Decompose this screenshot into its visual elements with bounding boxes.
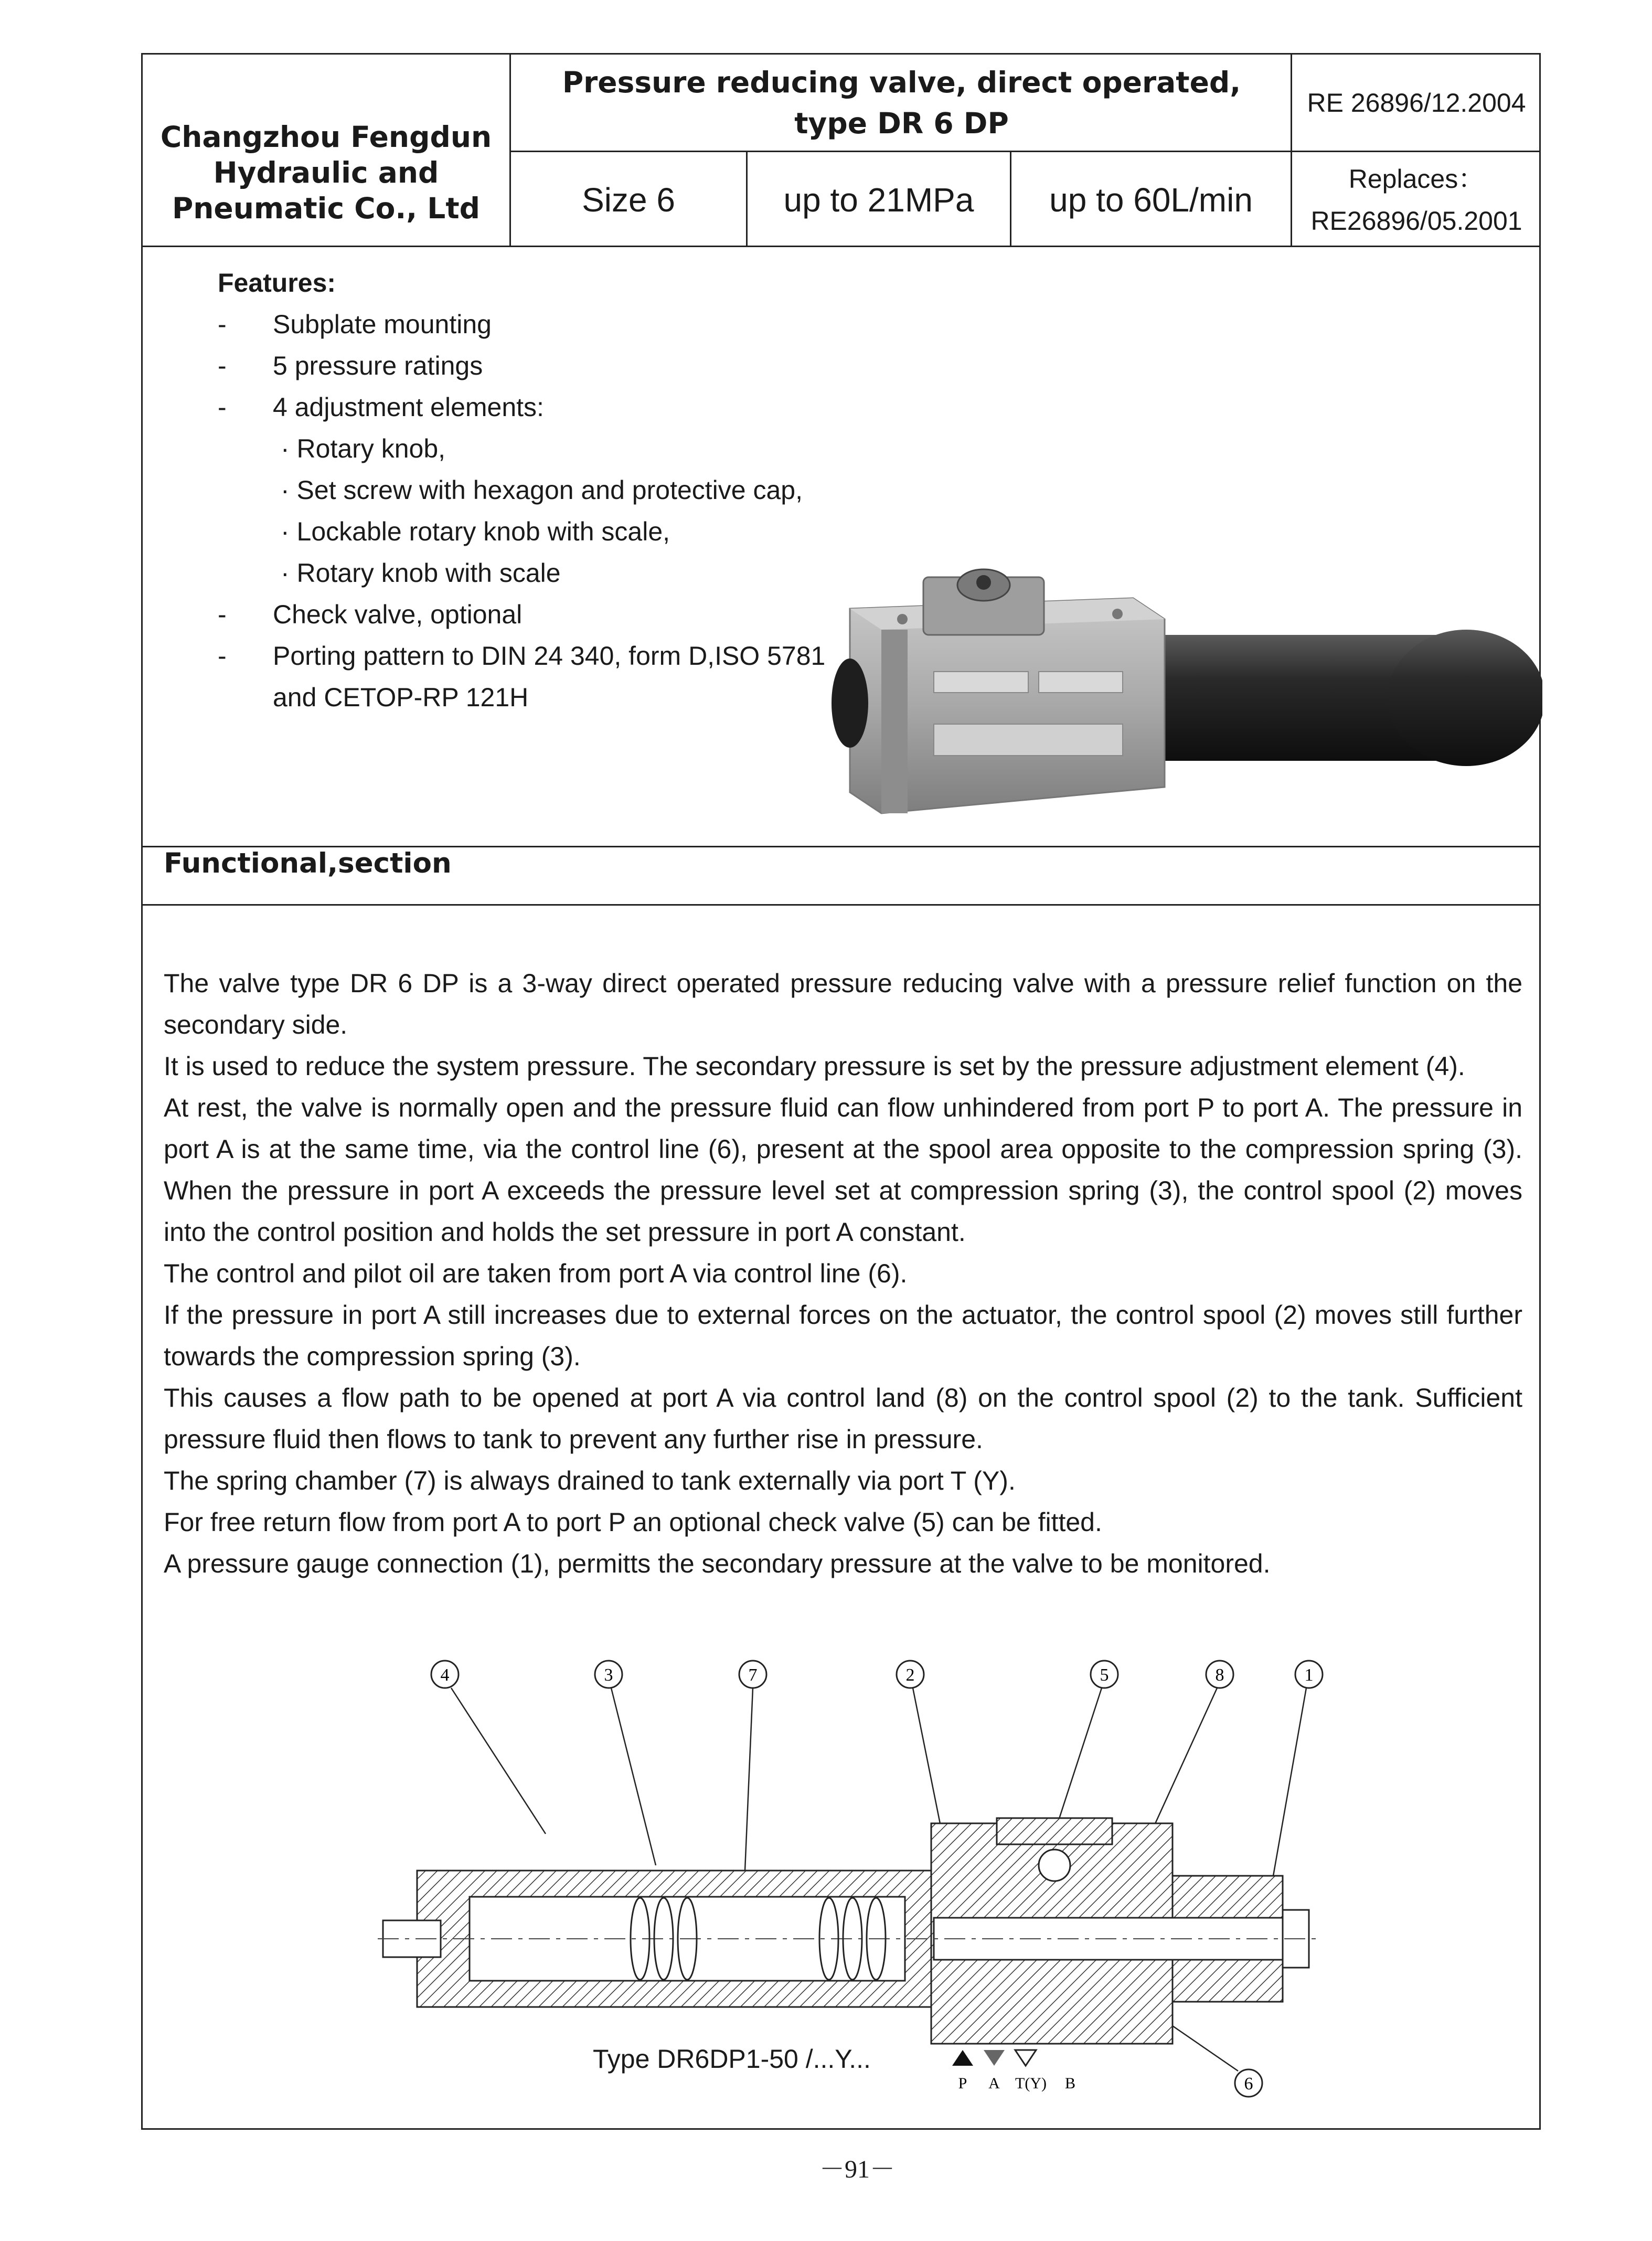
paragraph: The valve type DR 6 DP is a 3-way direct operated pressure reducing valve with a pressure relief function on the secondary side.	[164, 969, 1522, 1039]
title-line: Pressure reducing valve, direct operated,	[562, 65, 1241, 99]
port-p-icon	[952, 2050, 973, 2066]
callout-label: 4	[440, 1665, 450, 1685]
plug-hex	[976, 575, 991, 590]
list-item: - 5 pressure ratings	[218, 351, 483, 380]
port-symbols	[952, 2050, 1075, 2092]
port-t-icon	[1015, 2050, 1036, 2066]
company-line: Changzhou Fengdun	[160, 120, 492, 154]
list-item: - Subplate mounting	[218, 310, 492, 339]
list-subitem: · Set screw with hexagon and protective cap,	[281, 475, 803, 505]
port-label: B	[1064, 2075, 1076, 2092]
valve-side-face	[881, 630, 908, 813]
list-item: - Check valve, optional	[218, 600, 523, 629]
check-ball	[1039, 1850, 1070, 1881]
end-cap	[832, 659, 868, 748]
features-heading: Features:	[218, 268, 336, 298]
paragraph: The control and pilot oil are taken from port A via control line (6).	[164, 1259, 908, 1288]
port-label: T(Y)	[1015, 2075, 1047, 2092]
paragraph: At rest, the valve is normally open and the pressure fluid can flow unhindered from port P to port A. The pressure in port A is at the same time, via the control line (6), present at the spool area opposite to the compression spring (3). When the pressure in port A exceeds the pressure level set at compression spring (3), the control spool (2) moves into the control position and holds the set pressure in port A constant.	[164, 1093, 1522, 1247]
callout-label: 5	[1100, 1665, 1109, 1685]
check-valve-cap	[997, 1818, 1112, 1844]
callout-label: 2	[905, 1665, 915, 1685]
valve-photo	[818, 567, 1542, 840]
drawing-caption: Type DR6DP1-50 /...Y...	[593, 2044, 871, 2074]
port-a-icon	[984, 2050, 1005, 2066]
page-number: －91－	[819, 2155, 895, 2183]
list-item: - Porting pattern to DIN 24 340, form D,ISO 5781	[218, 641, 826, 671]
list-subitem: · Lockable rotary knob with scale,	[281, 517, 670, 546]
nameplate	[934, 724, 1123, 756]
bolt-icon	[1112, 609, 1123, 619]
replaces-block	[1292, 152, 1541, 247]
callout-label: 7	[748, 1665, 758, 1685]
spec-flow: up to 60L/min	[1049, 180, 1253, 219]
list-subitem: · Rotary knob with scale	[281, 558, 561, 588]
list-item: and CETOP-RP 121H	[273, 683, 529, 712]
bolt-icon	[897, 614, 908, 624]
company-name	[141, 53, 511, 247]
features-list	[218, 262, 825, 718]
callout-label: 6	[1244, 2074, 1253, 2094]
section-title: Functional,section	[164, 847, 452, 879]
paragraph: For free return flow from port A to port P an optional check valve (5) can be fitted.	[164, 1507, 1102, 1537]
replaces-label: Replaces：	[1348, 164, 1485, 194]
port-label: A	[988, 2075, 1000, 2092]
doc-number: RE 26896/12.2004	[1307, 88, 1526, 118]
document-title	[511, 53, 1292, 152]
valve-section	[378, 1818, 1322, 2044]
replaces-value: RE26896/05.2001	[1310, 206, 1522, 236]
paragraph: This causes a flow path to be opened at port A via control land (8) on the control spool (2) to the tank. Sufficient pressure fluid then flows to tank to prevent any further rise in pressure.	[164, 1383, 1522, 1454]
nameplate	[934, 672, 1028, 693]
spec-size: Size 6	[582, 180, 675, 219]
callout-label: 8	[1215, 1665, 1224, 1685]
callout-label: 3	[604, 1665, 613, 1685]
title-line: type DR 6 DP	[794, 106, 1009, 140]
spec-pressure: up to 21MPa	[783, 180, 974, 219]
section-bottom-line	[141, 904, 1541, 906]
rotary-knob	[1388, 630, 1542, 766]
list-item: - 4 adjustment elements:	[218, 392, 544, 422]
company-line: Pneumatic Co., Ltd	[172, 192, 481, 225]
paragraph: A pressure gauge connection (1), permitts the secondary pressure at the valve to be monitored.	[164, 1549, 1271, 1578]
paragraph: If the pressure in port A still increases due to external forces on the actuator, the control spool (2) moves still further towards the compression spring (3).	[164, 1300, 1522, 1371]
paragraph: The spring chamber (7) is always drained to tank externally via port T (Y).	[164, 1466, 1016, 1495]
paragraph: It is used to reduce the system pressure. The secondary pressure is set by the pressure adjustment element (4).	[164, 1052, 1465, 1081]
port-label: P	[958, 2075, 967, 2092]
list-subitem: · Rotary knob,	[281, 434, 446, 463]
callout-label: 1	[1304, 1665, 1314, 1685]
nameplate	[1039, 672, 1123, 693]
functional-description	[164, 963, 1522, 1585]
sectional-drawing	[378, 1645, 1338, 2107]
company-line: Hydraulic and	[213, 156, 439, 189]
